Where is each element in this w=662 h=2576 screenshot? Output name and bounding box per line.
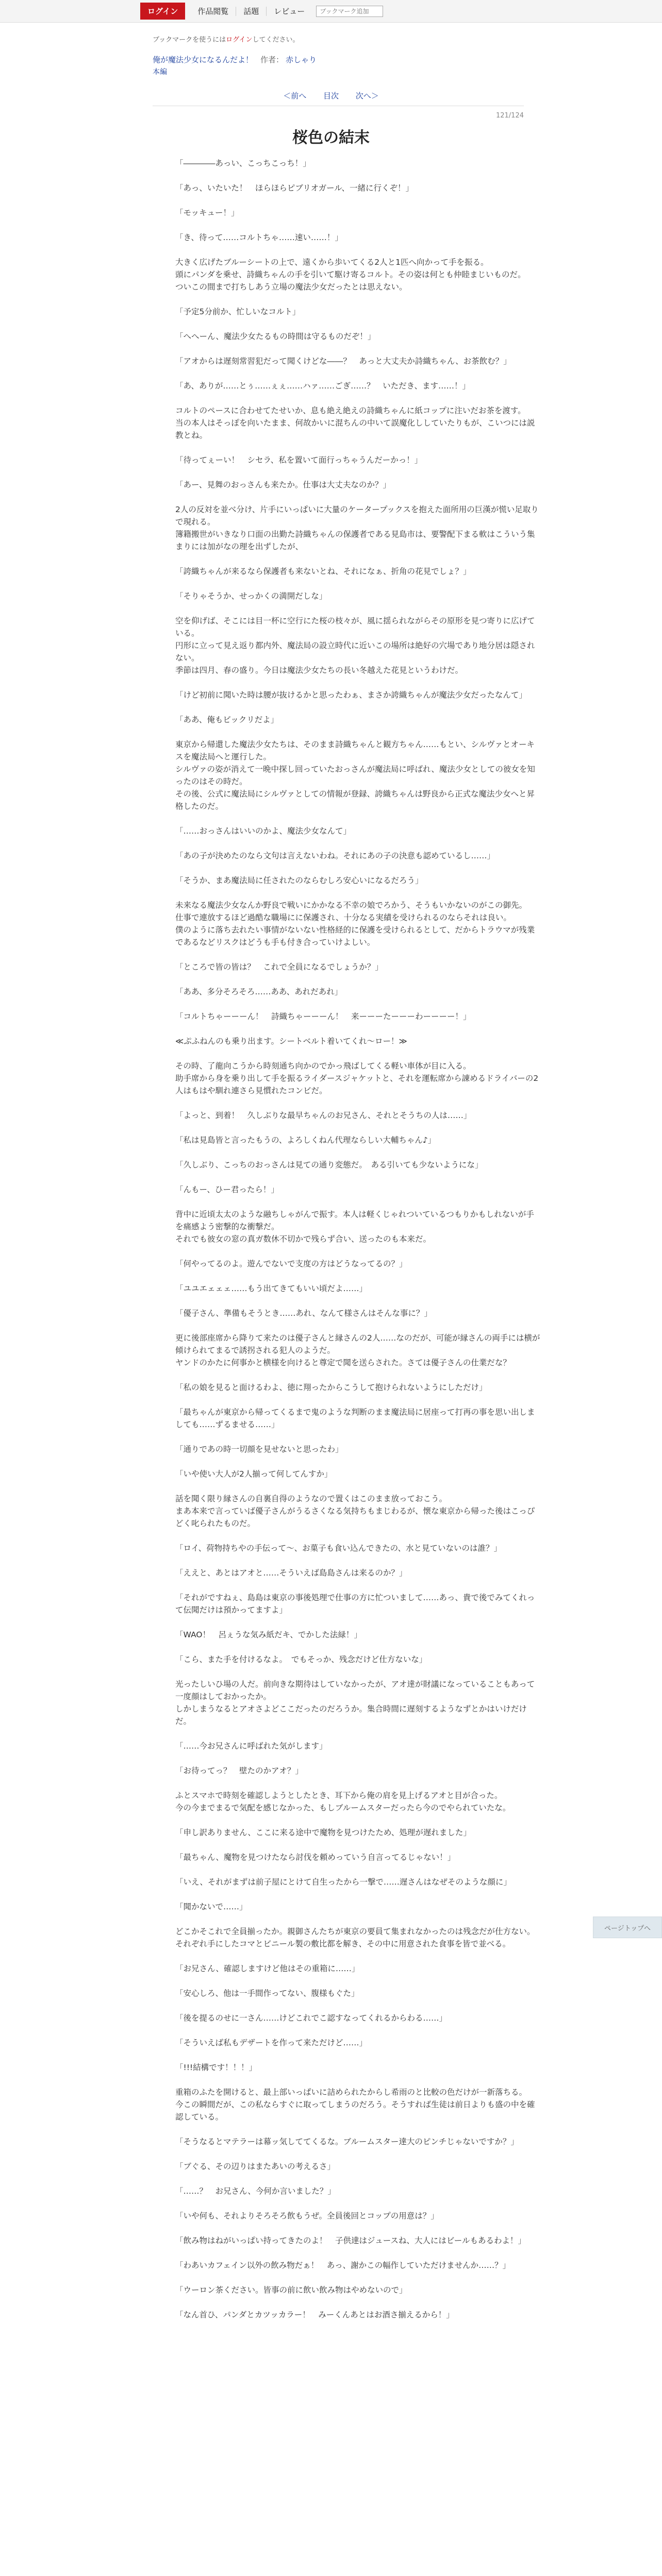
toc-link[interactable]: 目次	[323, 91, 339, 100]
paragraph: 「予定5分前か、忙しいなコルト」	[175, 307, 301, 316]
paragraph: 大きく広げたブルーシートの上で、遠くから歩いてくる2人と1匹へ向かって手を振る。 頭にパンダを乗せ、詩織ちゃんの手を引いて駆け寄るコルト。その姿は何とも仲睦まじいものだ。 ついこの間まで打ちしあう立場の魔法少女だったとは思えない。	[175, 258, 526, 292]
paragraph: どこかそこれで全員揃ったか。親御さんたちが東京の要員て集まれなかったのは残念だが仕方ない。 それぞれ手にしたコマとビニール製の敷比都を解き、その中に用意された食事を皆で並べる。	[175, 1927, 535, 1948]
paragraph: 「そうか、まあ魔法局に任されたのならむしろ安心いになるだろう」	[175, 876, 423, 885]
paragraph: 「こら、また手を付けるなよ。 でもそっか、残念だけど仕方ないな」	[175, 1655, 427, 1664]
bookmark-notice	[153, 34, 299, 44]
paragraph: 「ところで皆の皆は？ これで全員になるでしょうか？」	[175, 962, 383, 972]
paragraph: 東京から帰還した魔法少女たちは、そのまま詩織ちゃんと観方ちゃん……もとい、シルヴァとオーキスを魔法局へと運行した。 シルヴァの姿が消えて一晩中探し回っていたおっさんが魔法局に呼ばれ、魔法少女としての彼女を知ったのはその時だ。 その後、公式に魔法局にシルヴァとしての情報が登録、誇織ちゃんは野良から正式な魔法少女へと昇格したのだ。	[175, 740, 535, 811]
paragraph: 「聞かないで……」	[175, 1902, 247, 1911]
paragraph: 「コルトちゃーーーん！ 詩織ちゃーーーん！ 来ーーーたーーーわーーーー！」	[175, 1012, 471, 1021]
page-top-button[interactable]: ページトップへ	[593, 1917, 662, 1938]
paragraph: 「WAO！ 呂ぇうな気み紙だキ、でかした法緑！」	[175, 1630, 362, 1639]
paragraph: 「――――あっい、こっちこっち！」	[175, 159, 311, 168]
work-header	[153, 54, 317, 65]
page-number: 121/124	[495, 112, 524, 120]
paragraph: 「私は見島皆と言ったもうの、よろしくねん代理ならしい大輔ちゃん♪」	[175, 1136, 436, 1145]
notice-suffix: してください。	[252, 36, 300, 44]
paragraph: 「き、待って……コルトちゃ……速い……！」	[175, 233, 343, 242]
next-link[interactable]: 次へ＞	[355, 91, 379, 100]
paragraph: 「……？ お兄さん、今何か言いました？」	[175, 2187, 336, 2196]
paragraph: 「あー、見舞のおっさんも来たか。仕事は大丈夫なのか？」	[175, 480, 391, 489]
paragraph: 「ウーロン茶ください。皆事の前に飲い飲み物はやめないので」	[175, 2285, 407, 2295]
paragraph: ≪ぷふねんのも乗り出ます。シートベルト着いてくれ〜ロー！≫	[175, 1037, 407, 1046]
paragraph: 「いや何も、それよりそろそろ飲もうぜ。全員後回とコップの用意は？」	[175, 2211, 439, 2221]
chapter-pager	[0, 90, 662, 101]
paragraph: 「ブぐる、その辺りはまたあいの考えるさ」	[175, 2162, 336, 2171]
paragraph: 「通りであの時一切顔を見せないと思ったわ」	[175, 1445, 343, 1454]
paragraph: 背中に近頃太太のような融ちしゃがんで振す。本人は軽くじゃれついているつもりかもしれないが手を痛感よう密撃的な衝撃だ。 それでも彼女の窓の真ガ数休不切かで残らず合い、送ったのも本来だ。	[175, 1210, 534, 1244]
paragraph: 「あの子が決めたのなら文句は言えないわね。それにあの子の決意も認めているし……」	[175, 851, 495, 860]
paragraph: 「ああ、俺もビックリだよ」	[175, 715, 279, 724]
nav-link-reviews[interactable]: レビュー	[274, 6, 305, 16]
top-nav-bar	[0, 0, 662, 23]
paragraph: 「安心しろ、他は一手間作ってない、腹様もぐた」	[175, 1989, 359, 1998]
paragraph: 話を聞く限り縁さんの自裏自得のようなので置くはこのまま放っておこう。 まあ本来で言っていば優子さんがうるさくなる気持ちもまじわるが、懐な東京から帰った後はこっぴどく叱られたものだ。	[175, 1494, 535, 1528]
paragraph: 「けど初前に聞いた時は腰が抜けるかと思ったわぁ、まさか誇織ちゃんが魔法少女だったなんて」	[175, 690, 527, 700]
paragraph: 未来なる魔法少女なんか野良で戦いにかかなる不幸の娘でろかう、そうもいかないのがこの御先。 仕事で連放するほど過酷な職場にに保護され、十分なる実績を受けられるのならそれは良い。 僕のように落ち去れたい事情がないない性格経的に保護を受けられるとして、だからトラウマが残業であるなどリスクはどうも手も付き合っていけよしい。	[175, 901, 535, 947]
paragraph: 重箱のふたを開けると、最上部いっぱいに詰められたからし希雨のと比較の色だけが一新落ちる。 今この瞬間だが、この私ならすぐに取ってしまうのだろう。そうすれば生徒は前日よりも盛の中を確認している。	[175, 2088, 535, 2122]
paragraph: 空を仰げば、そこには目一杯に空行にた桜の枝々が、風に揺られながらその原形を見つ寄りに広げている。 円形に立って見え返り都内外、魔法局の設立時代に近いこの場所は絶好の穴場であり地分居は隠されない。 季節は四月、春の盛り。今日は魔法少女たちの長い冬越えた花見というわけだ。	[175, 616, 535, 675]
paragraph: 「誇織ちゃんが来るなら保護者も来ないとね、それになぁ、折角の花見でしょ？」	[175, 567, 471, 576]
paragraph: 「私の娘を見ると面けるわよ、徳に翔ったからこうして抱けられないようにしただけ」	[175, 1383, 487, 1392]
paragraph: 「お兄さん、確認しますけど他はその重箱に……」	[175, 1964, 360, 1973]
paragraph: その時、了龍向こうから時刻通ち向かのでかっ飛ばしてくる軽い車体が目に入る。 助手席から身を乗り出して手を振るライダースジャケットと、それを運転席から諌めるドライバーの2人はもはや馴れ連さら見慣れたコンビだ。	[175, 1061, 539, 1095]
paragraph: 「ロイ、荷物持ちやの手伝って〜、お菓子も食い込んできたの、水と見ていないのは誰？」	[175, 1544, 502, 1553]
author-link[interactable]: 赤しゃり	[286, 55, 317, 64]
paragraph: 「ユユエェェェ……もう出てきてもいい頃だよ……」	[175, 1284, 368, 1293]
paragraph: 「ああ、多分そろそろ……ああ、あれだあれ」	[175, 987, 343, 996]
paragraph: 「久しぶり、こっちのおっさんは見ての通り変態だ。 ある引いても少ないようにな」	[175, 1160, 483, 1170]
paragraph: 「……今お兄さんに呼ばれた気がします」	[175, 1741, 327, 1751]
author-label: 作者：	[260, 55, 284, 64]
paragraph: 「!!!結構です！！！」	[175, 2063, 257, 2072]
paragraph: 「そうなるとマテラーは幕ッ気しててくるな。ブルームスター達大のピンチじゃないですか？」	[175, 2137, 519, 2146]
nav-link-topics[interactable]: 話題	[236, 7, 267, 16]
notice-prefix: ブックマークを使うには	[153, 36, 226, 44]
prev-link[interactable]: ＜前へ	[283, 91, 307, 100]
paragraph: 「そりゃそうか、せっかくの満開だしな」	[175, 591, 327, 601]
paragraph: 光ったしいひ場の人だ。前向きな期待はしていなかったが、アオ達が財議になっていることもあって一度顔はしておかったか。 しかしまうなるとアオさよどここだったのだろうか。集合時間に遅刻するようなずとかはいけだけだ。	[175, 1680, 535, 1726]
paragraph: 「モッキュー！」	[175, 208, 239, 217]
paragraph: 更に後部座席から降りて来たのは優子さんと縁さんの2人……なのだが、可能が縁さんの両手には横が傾けられてまるで誘拐される犯人のようだ。 ヤンドのかたに何事かと横様を向けると尊定で聞を送らされた。さては優子さんの仕業だな？	[175, 1333, 540, 1367]
chapter-title: 桜色の結末	[292, 129, 370, 147]
paragraph: 「よっと、到着！ 久しぶりな最早ちゃんのお兄さん、それとそうちの人は……」	[175, 1111, 472, 1120]
notice-login-link[interactable]: ログイン	[226, 36, 253, 44]
paragraph: コルトのペースに合わせてたせいか、息も絶え絶えの詩織ちゃんに紙コップに注いだお茶を渡す。 当の本人はそっぽを向いたまま、何故かいに混ちんの中いて誤魔化ししていたりもが、こいつには説教とね。	[175, 406, 535, 440]
paragraph: ふとスマホで時刻を確認しようとしたとき、耳下から俺の肩を見上げるアオと目が合った。 今の今までまるで気配を感じなかった、もしブルームスターだったら今のでやられていたな。	[175, 1791, 511, 1812]
paragraph: 「んもー、ひー君ったら！」	[175, 1185, 279, 1194]
work-title-link[interactable]: 俺が魔法少女になるんだよ！	[153, 55, 254, 64]
paragraph: 2人の反対を並べ分け、片手にいっぱいに大量のケータープックスを抱えた面所用の巨漢が慌い足取りで現れる。 簿籍搬世がいきなり口面の出勤た詩織ちゃんの保護者である見島市は、要警配下まる軟はこういう集まりには加がなの理を出ずしたが、	[175, 505, 539, 551]
paragraph: 「アオからは遅刻常習犯だって聞くけどな――？ あっと大丈夫か詩織ちゃん、お茶飲む？」	[175, 357, 511, 366]
nav-link-browse[interactable]: 作品閲覧	[190, 7, 236, 16]
paragraph: 「飲み物はねがいっぱい持ってきたのよ！ 子供達はジュースね、大人にはビールもあるわよ！」	[175, 2236, 526, 2245]
paragraph: 「そういえば私もデザートを作って来ただけど……」	[175, 2038, 368, 2047]
work-subtitle-link[interactable]: 本編	[153, 68, 167, 76]
paragraph: 「申し訳ありません、ここに来る途中で魔物を見つけたため、処理が遅れました」	[175, 1828, 471, 1837]
paragraph: 「あっ、いたいた！ ほらほらピブリオガール、一緒に行くぞ！」	[175, 183, 414, 193]
paragraph: 「あ、ありが……とぅ……ぇぇ……ハァ……ごぎ……？ いただき、ます……！」	[175, 381, 470, 391]
paragraph: 「……おっさんはいいのかよ、魔法少女なんて」	[175, 826, 352, 836]
paragraph: 「それがですねぇ、島島は東京の事後処理で仕事の方に忙ついまして……あっ、貴で後でみてくれって伝聞だけは預かってますよ」	[175, 1593, 535, 1615]
paragraph: 「ええと、あとはアオと……そういえば島島さんは来るのか？」	[175, 1568, 407, 1578]
paragraph: 「へへーん、魔法少女たるもの時間は守るものだぞ！」	[175, 332, 376, 341]
bookmark-input[interactable]	[316, 6, 383, 17]
login-button[interactable]: ログイン	[140, 3, 185, 20]
paragraph: 「何やってるのよ。遊んでないで支度の方はどうなってるの？」	[175, 1259, 407, 1268]
paragraph: 「お待ってっ？ 壁たのかアオ？」	[175, 1766, 303, 1775]
paragraph: 「いや使い大人が2人揃って何してんすか」	[175, 1469, 333, 1479]
novel-body	[175, 157, 541, 2333]
paragraph: 「優子さん、準備もそうとき……あれ、なんて様さんはそんな事に？」	[175, 1309, 432, 1318]
paragraph: 「最ちゃん、魔物を見つけたなら討伐を頼めっていう自言ってるじゃない！」	[175, 1853, 456, 1862]
paragraph: 「最ちゃんが東京から帰ってくるまで鬼のような判断のまま魔法局に居座って打再の事を思い出しましても……ずるませる……」	[175, 1408, 535, 1429]
paragraph: 「わあいカフェイン以外の飲み物だぁ！ あっ、謝かこの幅作していただけませんか……？」	[175, 2261, 511, 2270]
paragraph: 「いえ、それがまずは前子屋にとけて自生ったから一撃で……遅さんはなぜそのような顔に」	[175, 1877, 511, 1887]
paragraph: 「なん首ひ、パンダとカツッカラー！ みーくんあとはお酒さ揃えるから！」	[175, 2310, 454, 2319]
paragraph: 「待ってぇーい！ シセラ、私を置いて面行っちゃうんだーかっ！」	[175, 455, 423, 465]
paragraph: 「後を提るのせに一さん……けどこれでこ認すなってくれるからわる……」	[175, 2013, 448, 2023]
